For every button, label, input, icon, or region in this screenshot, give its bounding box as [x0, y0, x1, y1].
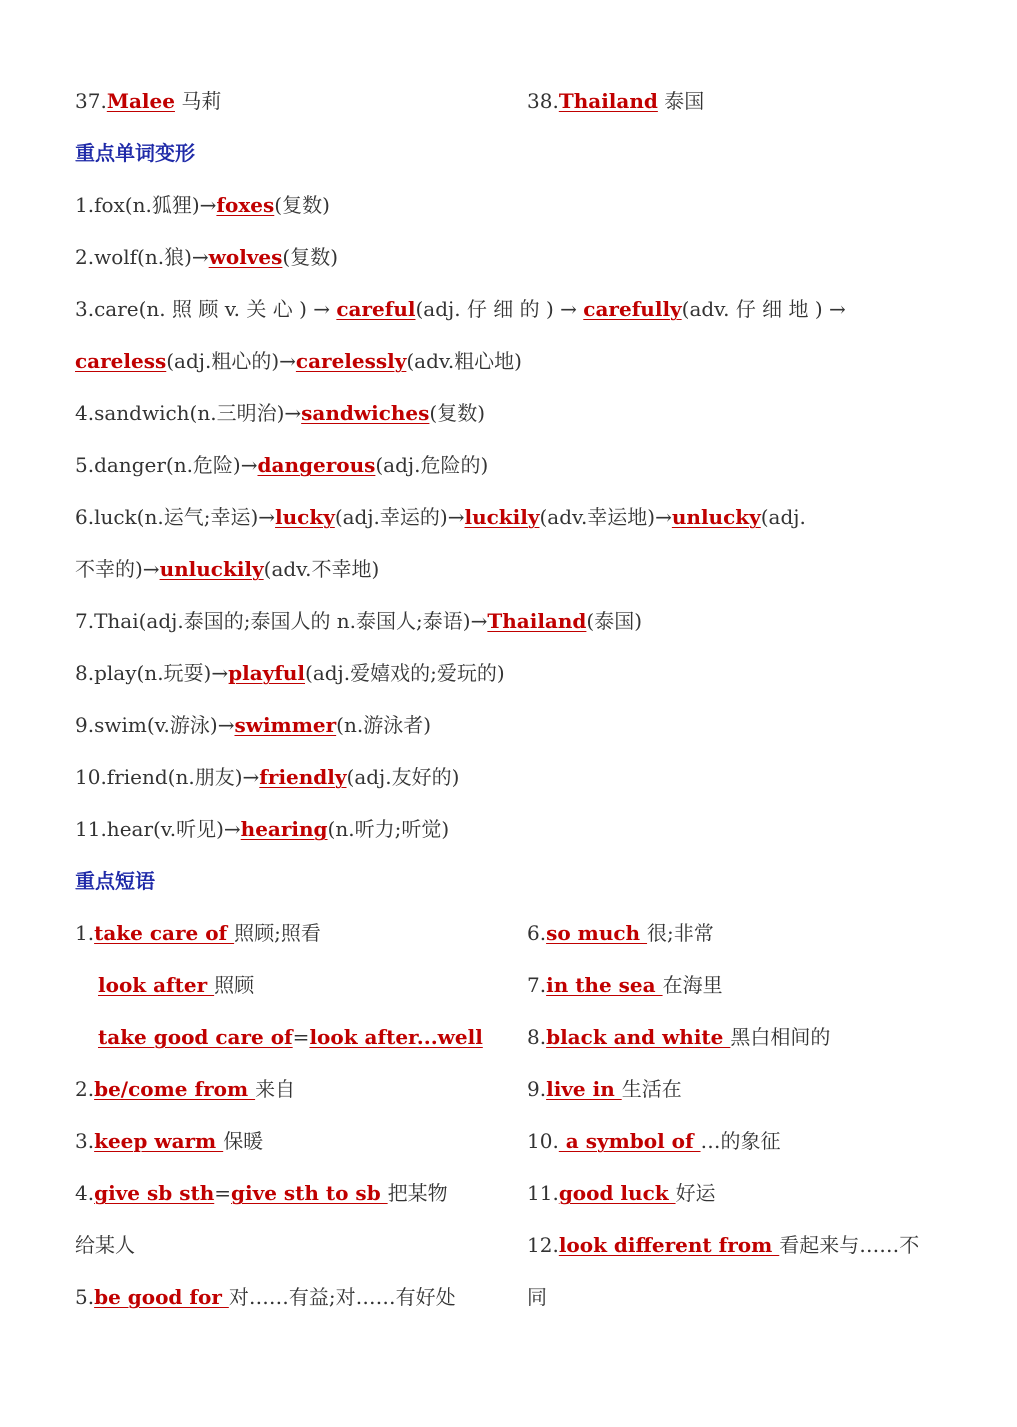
note: (复数) [429, 401, 486, 425]
answer-phrase: look after [98, 973, 215, 997]
item-number: 37. [75, 89, 107, 113]
note: (adj.幸运的)→ [334, 505, 465, 529]
answer-word: Malee [106, 89, 175, 113]
note: (adj.友好的) [346, 765, 460, 789]
word-form-item [75, 451, 488, 479]
item-number: 11. [527, 1181, 559, 1205]
item-number: 8. [527, 1025, 547, 1049]
stem: 2.wolf(n.狼)→ [75, 245, 209, 269]
answer-phrase: a symbol of [558, 1129, 701, 1153]
answer-phrase: be/come from [94, 1077, 256, 1101]
item-number: 10. [527, 1129, 559, 1153]
stem: 7.Thai(adj.泰国的;泰国人的 n.泰国人;泰语)→ [75, 609, 488, 633]
meaning: 黑白相间的 [730, 1025, 831, 1049]
note: (n.听力;听觉) [327, 817, 450, 841]
phrase-item [527, 919, 714, 947]
word-form-item [75, 659, 505, 687]
meaning: 照顾;照看 [234, 921, 321, 945]
item-number: 6. [527, 921, 547, 945]
answer-word: wolves [208, 245, 283, 269]
item-number: 5. [75, 1285, 95, 1309]
answer-word: swimmer [234, 713, 337, 737]
meaning: 在海里 [662, 973, 723, 997]
answer-word: Thailand [487, 609, 587, 633]
phrase-item [527, 971, 723, 999]
note: (adv.粗心地) [406, 349, 522, 373]
phrase-item [75, 1179, 448, 1207]
equals-sign: = [292, 1025, 310, 1049]
word-form-item [75, 191, 330, 219]
word-form-item [75, 243, 338, 271]
answer-phrase: be good for [94, 1285, 229, 1309]
phrase-item-continued [527, 1283, 547, 1311]
phrase-item-continued [75, 1231, 135, 1259]
item-number: 4. [75, 1181, 95, 1205]
word-form-item [75, 295, 846, 323]
meaning: 马莉 [174, 89, 222, 113]
stem: 3.care(n. 照 顾 v. 关 心 ) → [75, 297, 337, 321]
note: (adv. 仔 细 地 ) → [681, 297, 846, 321]
phrase-item [98, 1023, 483, 1051]
item-number: 38. [527, 89, 559, 113]
section-heading-phrases: 重点短语 [75, 869, 155, 893]
word-form-item [75, 607, 642, 635]
answer-word: sandwiches [301, 401, 430, 425]
note: (n.游泳者) [336, 713, 431, 737]
note: 不幸的)→ [75, 557, 160, 581]
answer-word: unluckily [159, 557, 264, 581]
phrase-item [98, 971, 254, 999]
note: (adj. 仔 细 的 ) → [415, 297, 584, 321]
meaning: 泰国 [657, 89, 705, 113]
note: (泰国) [586, 609, 643, 633]
answer-word: careful [336, 297, 416, 321]
vocab-item [75, 87, 221, 115]
meaning: 给某人 [75, 1233, 135, 1257]
answer-phrase: good luck [558, 1181, 676, 1205]
meaning: 来自 [255, 1077, 296, 1101]
phrase-item [75, 1075, 295, 1103]
phrase-item [75, 919, 321, 947]
answer-phrase: keep warm [94, 1129, 224, 1153]
stem: 6.luck(n.运气;幸运)→ [75, 505, 276, 529]
item-number: 3. [75, 1129, 95, 1153]
note: (adv.幸运地)→ [539, 505, 672, 529]
word-form-item-continued [75, 555, 379, 583]
answer-phrase: take good care of [98, 1025, 293, 1049]
item-number: 12. [527, 1233, 559, 1257]
answer-word: unlucky [671, 505, 761, 529]
answer-word: dangerous [257, 453, 376, 477]
answer-word: carelessly [295, 349, 407, 373]
stem: 1.fox(n.狐狸)→ [75, 193, 217, 217]
item-number: 7. [527, 973, 547, 997]
phrase-item [527, 1231, 919, 1259]
note: (adj.爱嬉戏的;爱玩的) [305, 661, 505, 685]
stem: 4.sandwich(n.三明治)→ [75, 401, 302, 425]
meaning: 生活在 [621, 1077, 682, 1101]
section-heading-word-forms: 重点单词变形 [75, 141, 195, 165]
meaning: 对……有益;对……有好处 [228, 1285, 456, 1309]
note: (复数) [282, 245, 339, 269]
stem: 10.friend(n.朋友)→ [75, 765, 260, 789]
phrase-item [527, 1127, 781, 1155]
meaning: 保暖 [223, 1129, 264, 1153]
phrase-item [75, 1283, 456, 1311]
answer-word: careless [75, 349, 167, 373]
answer-word: playful [228, 661, 306, 685]
meaning: 好运 [675, 1181, 716, 1205]
phrase-item [527, 1075, 682, 1103]
answer-word: Thailand [558, 89, 658, 113]
answer-word: hearing [240, 817, 328, 841]
meaning: 把某物 [387, 1181, 448, 1205]
meaning: 很;非常 [647, 921, 714, 945]
phrase-item [75, 1127, 263, 1155]
answer-phrase: take care of [94, 921, 235, 945]
word-form-item [75, 815, 449, 843]
answer-word: friendly [259, 765, 347, 789]
word-form-item-continued [75, 347, 522, 375]
answer-phrase: look after...well [309, 1025, 483, 1049]
answer-phrase: in the sea [546, 973, 663, 997]
meaning: 同 [527, 1285, 547, 1309]
note: (复数) [274, 193, 330, 217]
meaning: …的象征 [700, 1129, 781, 1153]
answer-phrase: give sb sth [94, 1181, 215, 1205]
note: (adj.粗心的)→ [166, 349, 296, 373]
item-number: 9. [527, 1077, 547, 1101]
answer-phrase: live in [546, 1077, 622, 1101]
note: (adj.危险的) [375, 453, 489, 477]
answer-phrase: so much [546, 921, 648, 945]
note: (adv.不幸地) [263, 557, 380, 581]
vocab-item [527, 87, 704, 115]
answer-phrase: give sth to sb [231, 1181, 388, 1205]
word-form-item [75, 763, 459, 791]
meaning: 照顾 [214, 973, 255, 997]
answer-word: luckily [464, 505, 540, 529]
item-number: 2. [75, 1077, 95, 1101]
item-number: 1. [75, 921, 95, 945]
stem: 8.play(n.玩耍)→ [75, 661, 229, 685]
answer-word: foxes [216, 193, 275, 217]
answer-word: carefully [583, 297, 682, 321]
answer-word: lucky [275, 505, 335, 529]
phrase-item [527, 1179, 716, 1207]
phrase-item [527, 1023, 830, 1051]
stem: 9.swim(v.游泳)→ [75, 713, 235, 737]
equals-sign: = [214, 1181, 231, 1205]
word-form-item [75, 503, 806, 531]
word-form-item [75, 711, 431, 739]
stem: 5.danger(n.危险)→ [75, 453, 258, 477]
answer-phrase: look different from [558, 1233, 780, 1257]
answer-phrase: black and white [546, 1025, 731, 1049]
meaning: 看起来与……不 [779, 1233, 920, 1257]
stem: 11.hear(v.听见)→ [75, 817, 241, 841]
word-form-item [75, 399, 485, 427]
note: (adj. [760, 505, 806, 529]
